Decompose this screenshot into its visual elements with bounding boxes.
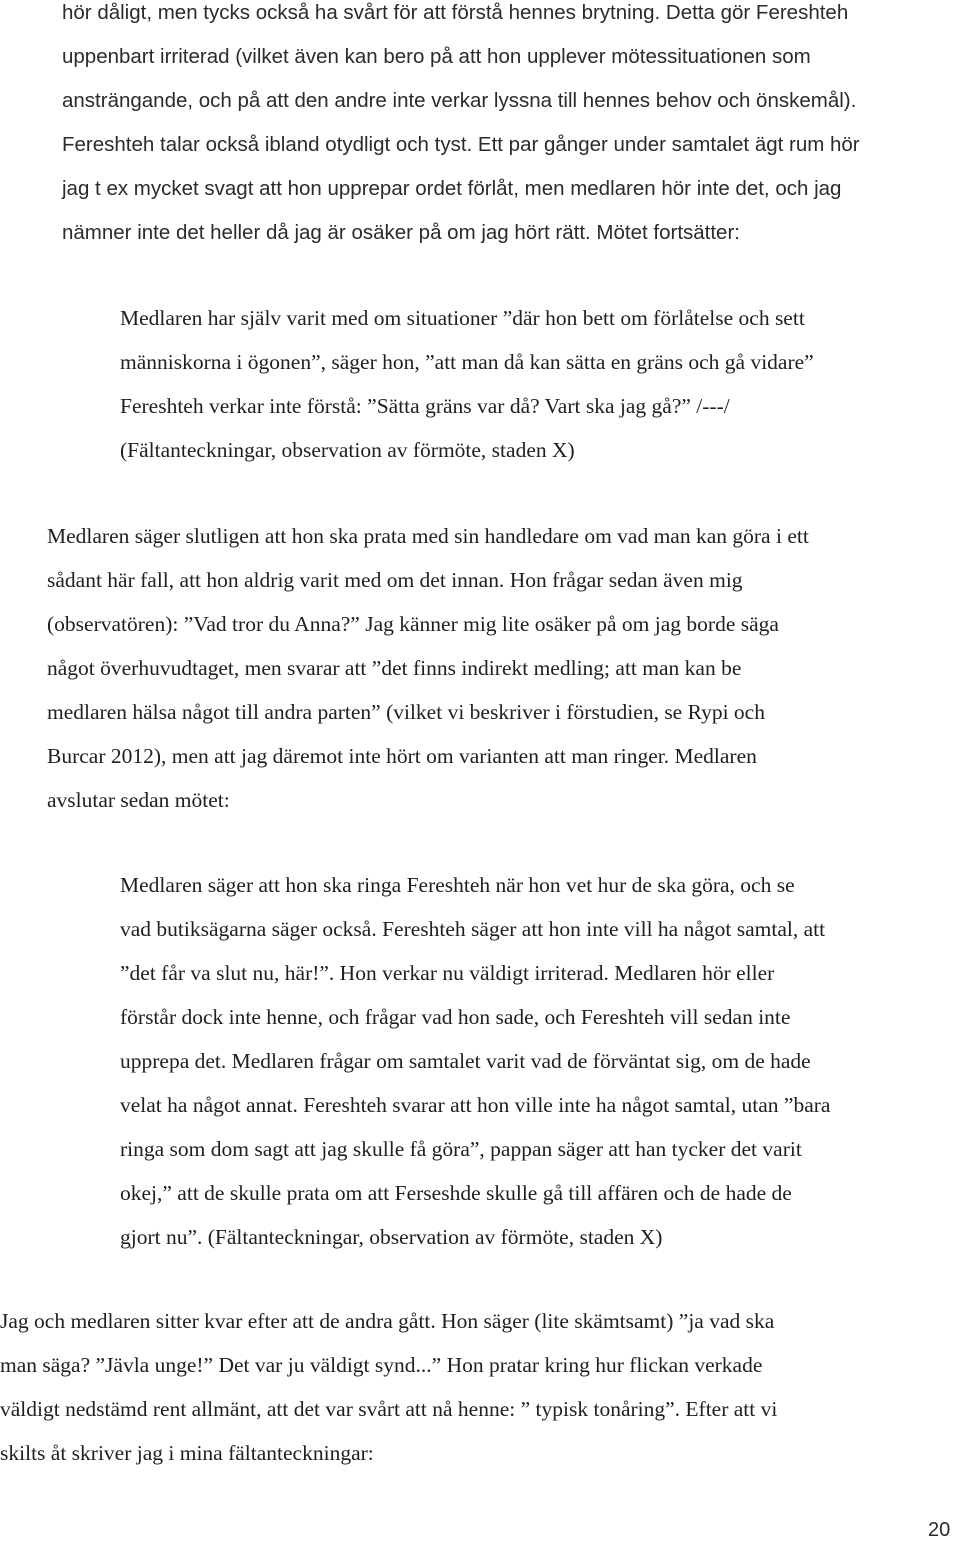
text-line: skilts åt skriver jag i mina fältanteckningar: bbox=[0, 1441, 374, 1465]
text-line: något överhuvudtaget, men svarar att ”det finns indirekt medling; att man kan be bbox=[47, 656, 742, 680]
text-line: väldigt nedstämd rent allmänt, att det var svårt att nå henne: ” typisk tonåring”. Efter att vi bbox=[0, 1397, 778, 1421]
text-line: ansträngande, och på att den andre inte verkar lyssna till hennes behov och önskemål). bbox=[62, 89, 857, 112]
body-paragraph-2 bbox=[47, 514, 809, 822]
text-line: okej,” att de skulle prata om att Ferseshde skulle gå till affären och de hade de bbox=[120, 1181, 792, 1205]
text-line: hör dåligt, men tycks också ha svårt för att förstå hennes brytning. Detta gör Fereshteh bbox=[62, 1, 849, 24]
text-line: man säga? ”Jävla unge!” Det var ju väldigt synd...” Hon pratar kring hur flickan verkade bbox=[0, 1353, 763, 1377]
text-line: (Fältanteckningar, observation av förmöte, staden X) bbox=[120, 438, 575, 462]
text-line: velat ha något annat. Fereshteh svarar att hon ville inte ha något samtal, utan ”bara bbox=[120, 1093, 831, 1117]
text-line: (observatören): ”Vad tror du Anna?” Jag känner mig lite osäker på om jag borde säga bbox=[47, 612, 779, 636]
text-line: sådant här fall, att hon aldrig varit med om det innan. Hon frågar sedan även mig bbox=[47, 568, 743, 592]
text-line: avslutar sedan mötet: bbox=[47, 788, 230, 812]
text-line: Fereshteh verkar inte förstå: ”Sätta gräns var då? Vart ska jag gå?” /---/ bbox=[120, 394, 730, 418]
text-line: förstår dock inte henne, och frågar vad hon sade, och Fereshteh vill sedan inte bbox=[120, 1005, 791, 1029]
text-line: jag t ex mycket svagt att hon upprepar ordet förlåt, men medlaren hör inte det, och jag bbox=[62, 177, 842, 200]
text-line: gjort nu”. (Fältanteckningar, observation av förmöte, staden X) bbox=[120, 1225, 663, 1249]
text-line: människorna i ögonen”, säger hon, ”att man då kan sätta en gräns och gå vidare” bbox=[120, 350, 814, 374]
field-note-quote-1 bbox=[120, 296, 814, 472]
text-line: Medlaren har själv varit med om situationer ”där hon bett om förlåtelse och sett bbox=[120, 306, 805, 330]
text-line: Burcar 2012), men att jag däremot inte hört om varianten att man ringer. Medlaren bbox=[47, 744, 757, 768]
text-line: Fereshteh talar också ibland otydligt och tyst. Ett par gånger under samtalet ägt rum hör bbox=[62, 133, 860, 156]
text-line: Medlaren säger att hon ska ringa Fereshteh när hon vet hur de ska göra, och se bbox=[120, 873, 795, 897]
text-line: nämner inte det heller då jag är osäker på om jag hört rätt. Mötet fortsätter: bbox=[62, 221, 740, 244]
text-line: Jag och medlaren sitter kvar efter att de andra gått. Hon säger (lite skämtsamt) ”ja vad ska bbox=[0, 1309, 775, 1333]
page-number: 20 bbox=[928, 1519, 951, 1541]
field-note-quote-2 bbox=[120, 863, 830, 1259]
text-line: Medlaren säger slutligen att hon ska prata med sin handledare om vad man kan göra i ett bbox=[47, 524, 809, 548]
text-line: vad butiksägarna säger också. Fereshteh säger att hon inte vill ha något samtal, att bbox=[120, 917, 826, 941]
text-line: ”det får va slut nu, här!”. Hon verkar nu väldigt irriterad. Medlaren hör eller bbox=[120, 961, 775, 985]
text-line: uppenbart irriterad (vilket även kan bero på att hon upplever mötessituationen som bbox=[62, 45, 811, 68]
text-line: medlaren hälsa något till andra parten” (vilket vi beskriver i förstudien, se Rypi och bbox=[47, 700, 765, 724]
text-line: upprepa det. Medlaren frågar om samtalet varit vad de förväntat sig, om de hade bbox=[120, 1049, 811, 1073]
body-paragraph-3 bbox=[0, 1299, 777, 1475]
body-paragraph-1 bbox=[62, 0, 860, 255]
text-line: ringa som dom sagt att jag skulle få göra”, pappan säger att han tycker det varit bbox=[120, 1137, 802, 1161]
